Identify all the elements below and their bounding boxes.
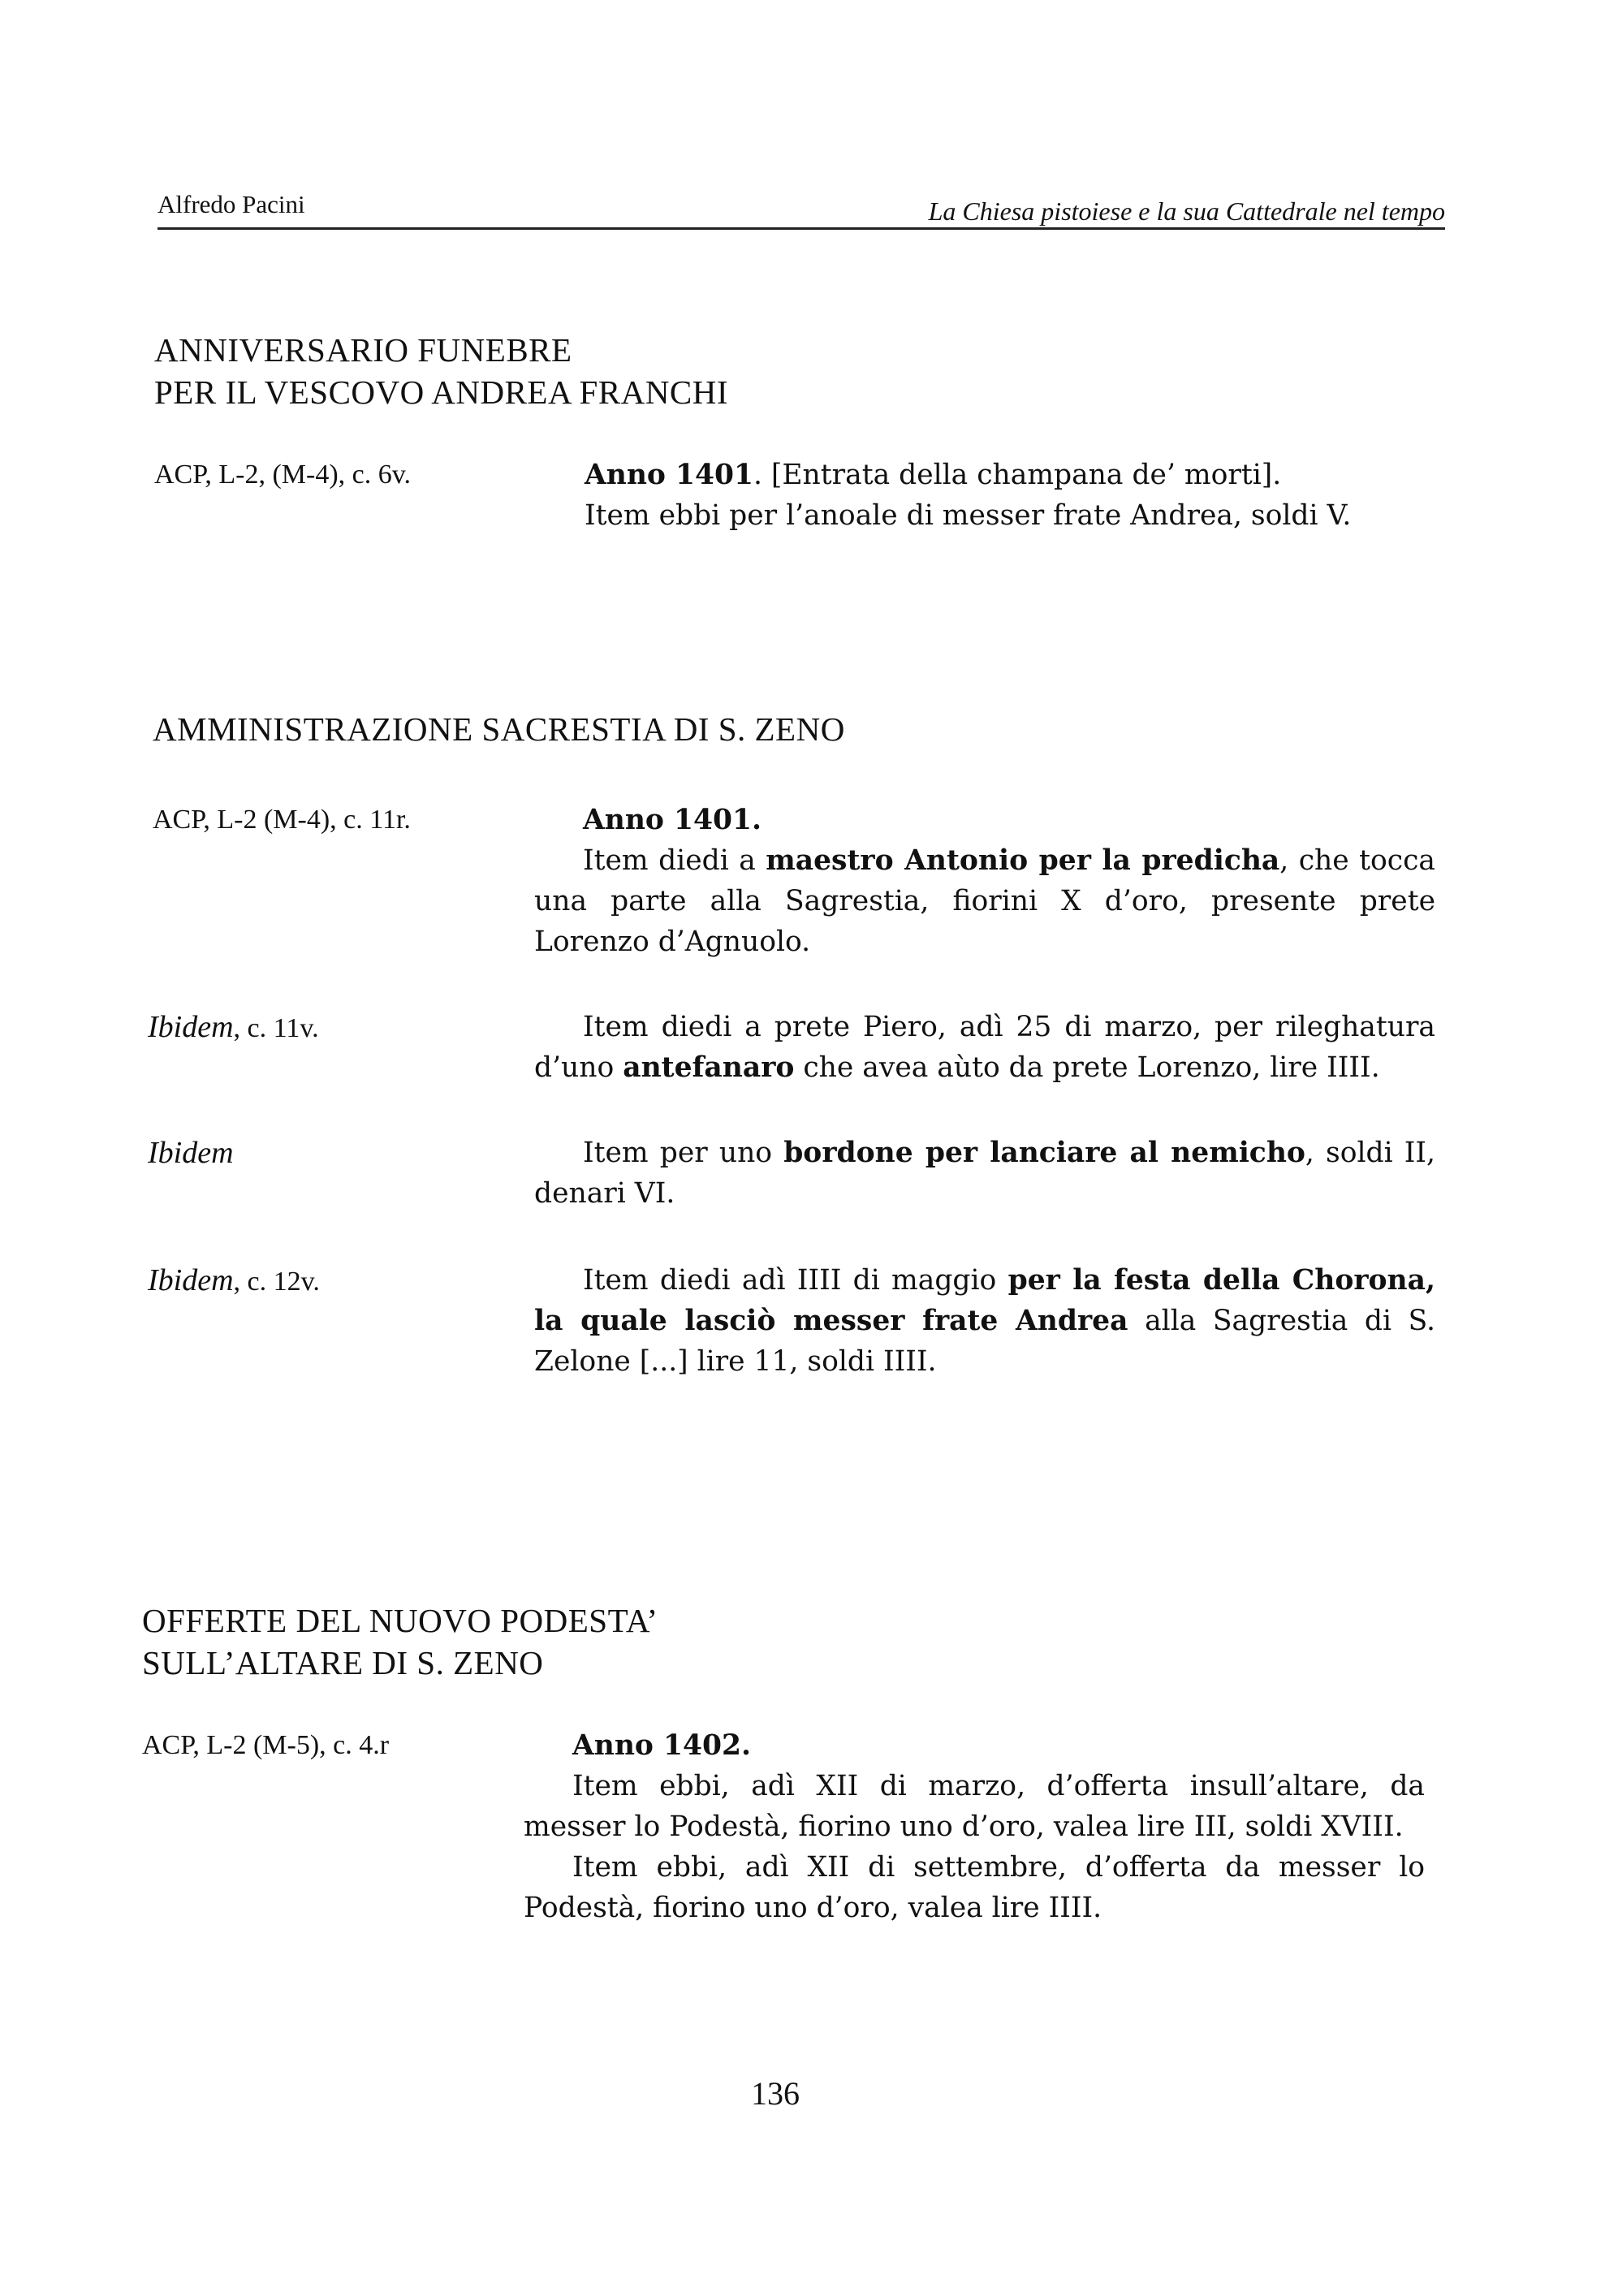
- text: alla Sagrestia di S. Zelone [...] lire 11, soldi IIII.: [534, 1305, 1435, 1378]
- entry-paragraph: [534, 800, 1435, 840]
- entry-paragraph: [585, 495, 1486, 536]
- entry-text: [524, 1725, 1425, 1928]
- bold-text: antefanaro: [623, 1051, 795, 1084]
- text: , che tocca una parte alla Sagrestia, fiorini X d’oro, presente prete Lorenzo d’Agnuolo.: [534, 844, 1435, 958]
- bold-text: bordone per lanciare al nemicho: [783, 1137, 1305, 1169]
- section-title-line: PER IL VESCOVO ANDREA FRANCHI: [154, 373, 729, 411]
- entry-text: [534, 1133, 1435, 1214]
- entry-text: [534, 1260, 1435, 1382]
- entry-paragraph: [534, 1007, 1435, 1088]
- text: Item diedi adì IIII di maggio: [583, 1264, 1008, 1297]
- archive-reference: ACP, L-2, (M-4), c. 6v.: [154, 460, 412, 490]
- bold-text: Anno 1401: [585, 459, 753, 491]
- entry-text: [534, 1007, 1435, 1088]
- entry-text: [585, 455, 1486, 536]
- section-title-line: ANNIVERSARIO FUNEBRE: [154, 331, 572, 369]
- section-title-line: SULL’ALTARE DI S. ZENO: [142, 1644, 544, 1681]
- text: Item diedi a prete Piero, adì 25 di marzo, per rileghatura d’uno: [534, 1011, 1435, 1084]
- running-header: [157, 185, 1445, 230]
- ibidem-label: Ibidem: [148, 1263, 234, 1297]
- entry-paragraph: [534, 1133, 1435, 1214]
- ibidem-label: Ibidem: [148, 1010, 234, 1044]
- text: che avea aùto da prete Lorenzo, lire IIII.: [794, 1051, 1380, 1084]
- entry-text: [534, 800, 1435, 962]
- entry-paragraph: [534, 1260, 1435, 1382]
- entry-paragraph: [585, 455, 1486, 495]
- section-title-line: OFFERTE DEL NUOVO PODESTA’: [142, 1602, 658, 1639]
- text: , soldi II, denari VI.: [534, 1137, 1435, 1210]
- bold-text: maestro Antonio per la predicha: [766, 844, 1280, 877]
- header-book-title: La Chiesa pistoiese e la sua Cattedrale nel tempo: [928, 196, 1445, 226]
- text: Item diedi a: [583, 844, 766, 877]
- bold-text: Anno 1401.: [583, 804, 762, 836]
- entry-paragraph: [524, 1847, 1425, 1928]
- text: Item ebbi, adì XII di settembre, d’offerta da messer lo Podestà, fiorino uno d’oro, valea lire IIII.: [524, 1851, 1425, 1924]
- text: . [Entrata della champana de’ morti].: [753, 459, 1282, 491]
- section-title: [142, 1599, 658, 1684]
- text: Item ebbi per l’anoale di messer frate Andrea, soldi V.: [585, 499, 1352, 532]
- entry-paragraph: [524, 1725, 1425, 1766]
- archive-reference: Ibidem, c. 12v.: [148, 1263, 320, 1297]
- archive-reference: Ibidem, c. 11v.: [148, 1010, 319, 1044]
- text: Item ebbi, adì XII di marzo, d’offerta insull’altare, da messer lo Podestà, fiorino uno d’oro, valea lire III, soldi XVIII.: [524, 1770, 1425, 1843]
- bold-text: per la festa della Chorona, la quale lasciò messer frate Andrea: [534, 1264, 1435, 1337]
- archive-reference: ACP, L-2 (M-5), c. 4.r: [142, 1730, 390, 1760]
- entry-paragraph: [534, 840, 1435, 962]
- ibidem-label: Ibidem: [148, 1136, 234, 1170]
- archive-reference: [148, 1133, 234, 1175]
- archive-reference: ACP, L-2 (M-4), c. 11r.: [153, 805, 411, 835]
- section-title: [154, 329, 728, 413]
- section-title: [153, 708, 845, 750]
- bold-text: Anno 1402.: [572, 1729, 751, 1762]
- header-author: Alfredo Pacini: [157, 190, 305, 218]
- text: Item per uno: [583, 1137, 784, 1169]
- page-number: 136: [751, 2075, 800, 2112]
- entry-paragraph: [524, 1766, 1425, 1847]
- section-title-line: AMMINISTRAZIONE SACRESTIA DI S. ZENO: [153, 710, 845, 748]
